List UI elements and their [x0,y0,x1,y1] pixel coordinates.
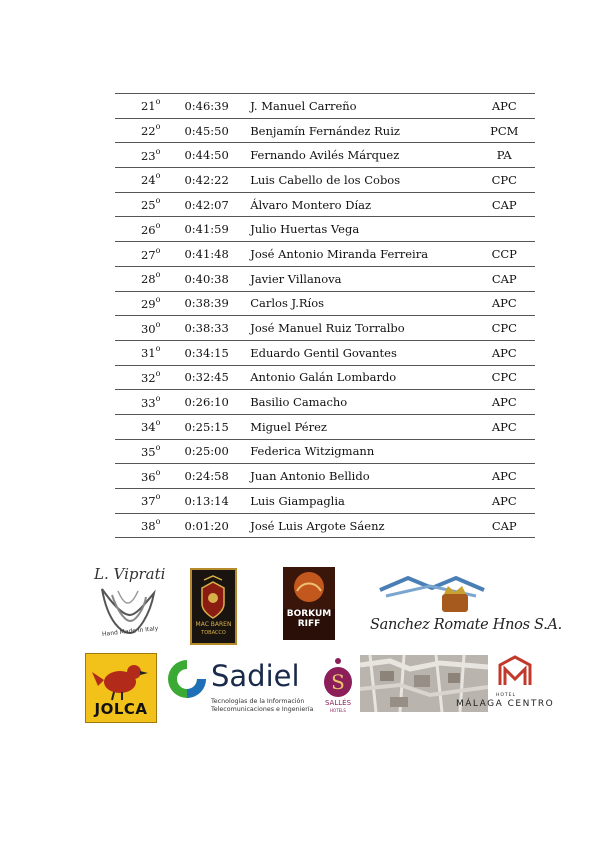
time-cell: 0:24:58 [176,464,250,489]
name-cell: Álvaro Montero Díaz [250,192,473,217]
position-cell [115,118,176,143]
position-cell [115,94,176,119]
position-number: 24 [140,173,156,188]
sadiel-logo [165,655,315,720]
salles-logo [318,655,358,717]
position-number: 25 [140,198,156,212]
position-cell [115,340,176,365]
name-cell: Javier Villanova [250,266,473,291]
result-row [115,489,535,514]
position-cell [115,489,176,514]
name-cell: José Antonio Miranda Ferreira [250,242,473,267]
salles-name: SALLÉS [324,699,352,707]
result-row [115,316,535,341]
sanchez-romate-logo [370,572,562,642]
viprati-logo [88,565,168,645]
club-cell: APC [474,414,535,439]
position-number: 30 [140,321,156,336]
viprati-subtitle: Hand Made in Italy [101,625,159,638]
time-cell: 0:41:48 [176,242,250,267]
position-cell [115,414,176,439]
position-cell [115,439,176,464]
result-row [115,242,535,267]
name-cell: Luis Giampaglia [250,489,473,514]
result-row [115,118,535,143]
club-cell: APC [474,340,535,365]
jolca-logo [85,653,157,723]
time-cell: 0:32:45 [176,365,250,390]
position-number: 33 [140,395,156,410]
ordinal-indicator: o [155,270,161,280]
borkum-riff-art [283,567,335,609]
position-number: 38 [140,518,156,533]
position-cell [115,242,176,267]
jolca-name: JOLCA [94,700,148,718]
svg-text:S: S [331,670,345,694]
result-row [115,168,535,193]
time-cell: 0:46:39 [176,94,250,119]
name-cell: Basilio Camacho [250,390,473,415]
result-row [115,143,535,168]
ordinal-indicator: o [155,97,161,107]
borkum-riff-logo [283,567,335,640]
time-cell: 0:38:33 [176,316,250,341]
hotel-label: HOTEL [496,693,517,698]
club-cell: APC [474,489,535,514]
ordinal-indicator: o [155,171,161,181]
position-cell [115,168,176,193]
club-cell: PA [474,143,535,168]
time-cell: 0:41:59 [176,217,250,242]
club-cell [474,439,535,464]
position-number: 21 [140,99,156,114]
club-cell: CPC [474,316,535,341]
result-row [115,390,535,415]
name-cell: Federica Witzigmann [250,439,473,464]
position-number: 22 [140,123,156,138]
ordinal-indicator: o [155,467,161,477]
time-cell: 0:25:00 [176,439,250,464]
time-cell: 0:42:22 [176,168,250,193]
result-row [115,464,535,489]
time-cell: 0:13:14 [176,489,250,514]
results-body [115,94,535,538]
borkum-riff-name [283,609,335,629]
result-row [115,192,535,217]
result-row [115,340,535,365]
borkum-line2: RIFF [297,619,321,629]
name-cell: Julio Huertas Vega [250,217,473,242]
result-row [115,266,535,291]
time-cell: 0:26:10 [176,390,250,415]
position-cell [115,143,176,168]
hotel-malaga-centro-logo [456,655,568,713]
position-cell [115,365,176,390]
name-cell: Fernando Avilés Márquez [250,143,473,168]
club-cell: CPC [474,365,535,390]
club-cell: APC [474,94,535,119]
romate-crest [372,572,492,618]
hotel-m-emblem [492,655,538,693]
time-cell: 0:01:20 [176,513,250,538]
result-row [115,217,535,242]
time-cell: 0:25:15 [176,414,250,439]
ordinal-indicator: o [155,245,161,255]
name-cell: Luis Cabello de los Cobos [250,168,473,193]
club-cell [474,217,535,242]
mac-baren-crest [192,574,235,622]
position-number: 36 [140,469,156,484]
ordinal-indicator: o [155,443,161,453]
position-number: 27 [140,247,156,262]
sadiel-tagline-1: Tecnologías de la Información [211,698,305,705]
name-cell: Miguel Pérez [250,414,473,439]
salles-sub: HOTELS [330,708,346,713]
name-cell: J. Manuel Carreño [250,94,473,119]
position-cell [115,266,176,291]
position-number: 23 [140,148,156,163]
position-number: 32 [140,370,156,385]
time-cell: 0:38:39 [176,291,250,316]
ordinal-indicator: o [155,418,161,428]
sadiel-name: Sadiel [211,659,300,693]
club-cell: APC [474,291,535,316]
position-number: 37 [140,494,156,509]
result-row [115,439,535,464]
time-cell: 0:34:15 [176,340,250,365]
ordinal-indicator: o [155,294,161,304]
name-cell: Eduardo Gentil Govantes [250,340,473,365]
viprati-script: L. Viprati [94,565,166,583]
club-cell: CAP [474,192,535,217]
romate-script: Sanchez Romate Hnos S.A. [370,617,562,633]
ordinal-indicator: o [155,344,161,354]
result-row [115,513,535,538]
position-cell [115,192,176,217]
borkum-line1: BORKUM [286,609,332,619]
ordinal-indicator: o [155,146,161,156]
ordinal-indicator: o [155,196,161,206]
position-cell [115,513,176,538]
ordinal-indicator: o [155,492,161,502]
name-cell: Carlos J.Ríos [250,291,473,316]
club-cell: PCM [474,118,535,143]
club-cell: CAP [474,266,535,291]
results-table [115,93,535,538]
sadiel-tagline-2: Telecomunicaciones e Ingeniería [211,706,314,713]
position-cell [115,291,176,316]
position-number: 35 [140,444,156,459]
name-cell: Benjamín Fernández Ruiz [250,118,473,143]
name-cell: Antonio Galán Lombardo [250,365,473,390]
time-cell: 0:44:50 [176,143,250,168]
position-number: 29 [140,296,156,311]
position-cell [115,464,176,489]
mac-baren-name: MAC BAREN [195,621,232,628]
name-cell: Juan Antonio Bellido [250,464,473,489]
salles-emblem [318,655,358,699]
position-number: 28 [140,272,156,287]
ordinal-indicator: o [155,517,161,527]
position-number: 34 [140,420,156,435]
result-row [115,291,535,316]
jolca-bird [86,656,156,702]
ordinal-indicator: o [155,393,161,403]
position-cell [115,217,176,242]
position-number: 26 [140,222,156,237]
ordinal-indicator: o [155,122,161,132]
result-row [115,365,535,390]
name-cell: José Luis Argote Sáenz [250,513,473,538]
result-row [115,414,535,439]
hotel-name: MÁLAGA CENTRO [456,699,555,709]
club-cell: CPC [474,168,535,193]
sadiel-swirl [165,657,209,701]
result-row [115,94,535,119]
ordinal-indicator: o [155,220,161,230]
position-cell [115,390,176,415]
ordinal-indicator: o [155,319,161,329]
mac-baren-sub: TOBACCO [201,630,226,636]
name-cell: José Manuel Ruiz Torralbo [250,316,473,341]
position-number: 31 [140,346,156,361]
ordinal-indicator: o [155,368,161,378]
club-cell: CAP [474,513,535,538]
time-cell: 0:45:50 [176,118,250,143]
club-cell: CCP [474,242,535,267]
position-cell [115,316,176,341]
time-cell: 0:42:07 [176,192,250,217]
time-cell: 0:40:38 [176,266,250,291]
club-cell: APC [474,390,535,415]
club-cell: APC [474,464,535,489]
mac-baren-logo [190,568,237,645]
